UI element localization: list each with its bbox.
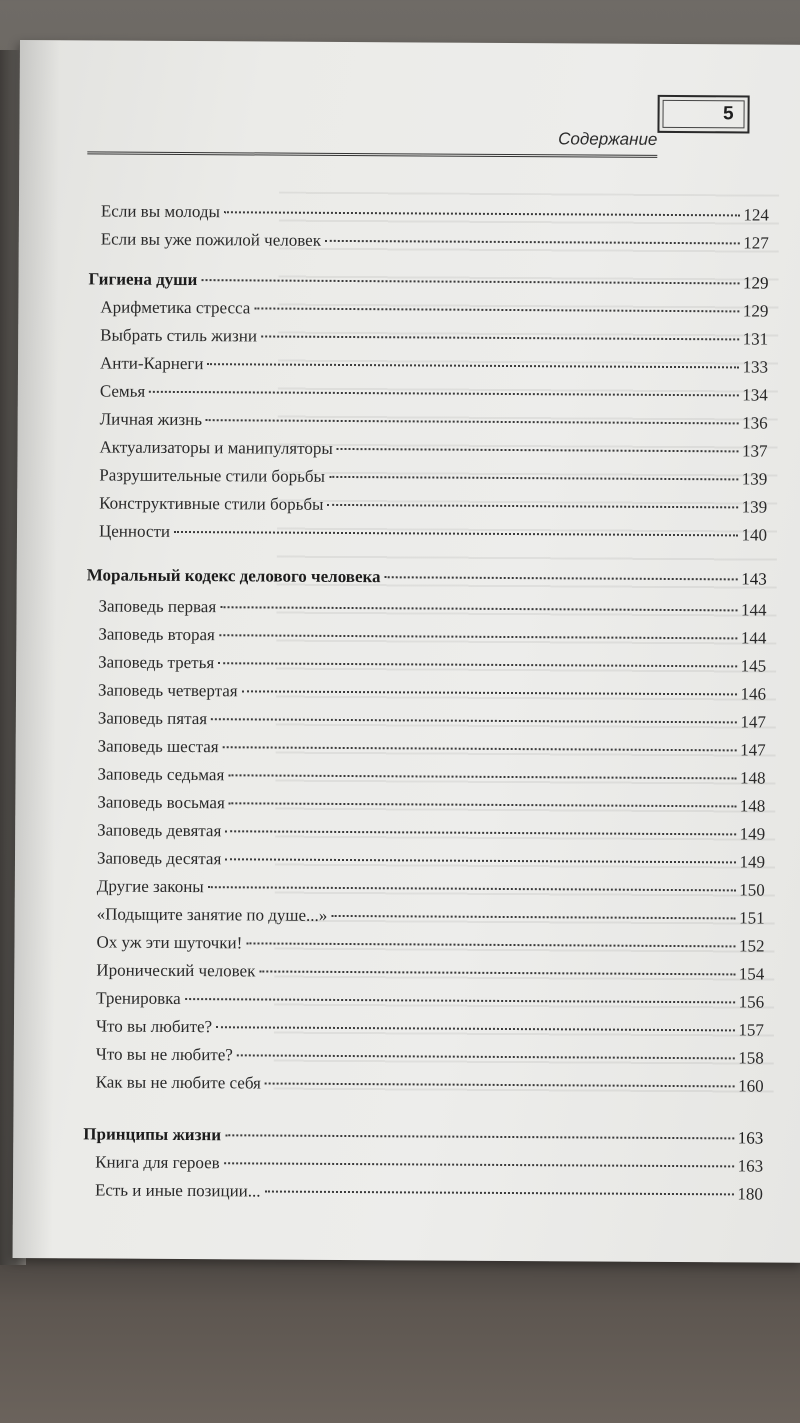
- toc-dot-leader: [246, 942, 735, 947]
- toc-dot-leader: [242, 690, 737, 695]
- toc-dot-leader: [337, 448, 738, 452]
- table-surface: [0, 1253, 800, 1423]
- toc-entry-label: Гигиена души: [88, 269, 198, 290]
- toc-entry-label: Другие законы: [96, 876, 204, 897]
- toc-entry: [84, 1016, 764, 1044]
- toc-entry-label: Заповедь вторая: [98, 624, 215, 645]
- toc-entry-label: Заповедь девятая: [97, 820, 222, 841]
- toc-entry: [86, 736, 766, 764]
- toc-entry-label: Ох уж эти шуточки!: [96, 932, 243, 953]
- toc-entry-label: Заповедь третья: [98, 652, 215, 673]
- toc-entry-label: Разрушительные стили борьбы: [99, 465, 325, 486]
- toc-entry-page: 137: [741, 441, 768, 461]
- toc-entry-label: Есть и иные позиции...: [94, 1180, 261, 1201]
- toc-dot-leader: [208, 886, 736, 891]
- toc-entry: [87, 465, 767, 493]
- toc-dot-leader: [225, 858, 735, 863]
- toc-entry-page: 154: [738, 964, 765, 984]
- toc-dot-leader: [331, 915, 735, 919]
- toc-entry-label: Выбрать стиль жизни: [100, 325, 258, 346]
- toc-entry-label: Конструктивные стили борьбы: [99, 493, 324, 514]
- toc-entry: [84, 932, 764, 960]
- toc-entry-label: Семья: [99, 381, 146, 401]
- toc-section-entry: [83, 1124, 763, 1152]
- toc-dot-leader: [224, 211, 739, 216]
- toc-entry-label: Ценности: [98, 521, 171, 541]
- toc-entry: [85, 848, 765, 876]
- toc-dot-leader: [216, 1026, 734, 1031]
- toc-entry: [87, 493, 767, 521]
- toc-dot-leader: [229, 802, 736, 807]
- toc-dot-leader: [265, 1083, 734, 1088]
- header-rule: [87, 151, 657, 157]
- toc-dot-leader: [225, 830, 735, 835]
- toc-dot-leader: [223, 746, 737, 751]
- toc-entry-page: 152: [738, 936, 765, 956]
- toc-dot-leader: [265, 1191, 734, 1196]
- toc-entry-page: 146: [740, 684, 767, 704]
- toc-entry: [84, 960, 764, 988]
- running-header: [87, 126, 657, 149]
- toc-entry-page: 180: [737, 1184, 764, 1204]
- toc-entry-page: 134: [742, 385, 768, 405]
- toc-entry-label: Принципы жизни: [83, 1124, 222, 1145]
- toc-dot-leader: [225, 1134, 734, 1139]
- toc-dot-leader: [385, 576, 738, 580]
- toc-entry: [87, 437, 767, 465]
- toc-entry-label: Анти-Карнеги: [99, 353, 204, 374]
- toc-entry-label: Если вы молоды: [100, 201, 221, 222]
- toc-dot-leader: [201, 279, 739, 284]
- toc-entry-label: Актуализаторы и манипуляторы: [99, 437, 333, 458]
- toc-entry-label: Заповедь пятая: [97, 708, 208, 729]
- toc-entry-page: 140: [741, 525, 768, 545]
- toc-entry-page: 143: [741, 569, 767, 589]
- toc-entry: [85, 904, 765, 932]
- toc-entry-page: 144: [740, 600, 767, 620]
- toc-dot-leader: [219, 634, 737, 639]
- toc-entry-page: 150: [739, 880, 765, 900]
- toc-dot-leader: [185, 998, 735, 1003]
- toc-entry-label: Тренировка: [96, 988, 181, 1008]
- table-of-contents: [83, 156, 770, 1204]
- toc-dot-leader: [218, 662, 736, 667]
- toc-entry-label: Моральный кодекс делового человека: [86, 565, 381, 587]
- toc-entry-label: Заповедь первая: [98, 596, 217, 617]
- toc-entry-label: Если вы уже пожилой человек: [100, 229, 322, 250]
- toc-entry-page: 163: [737, 1156, 764, 1176]
- toc-entry-label: Как вы не любите себя: [95, 1072, 261, 1093]
- toc-entry-page: 156: [738, 992, 765, 1012]
- toc-entry: [86, 596, 766, 624]
- toc-dot-leader: [329, 476, 738, 480]
- toc-entry: [84, 1044, 764, 1072]
- toc-dot-leader: [207, 363, 738, 368]
- toc-entry-label: Заповедь четвертая: [97, 680, 238, 701]
- toc-entry-label: Заповедь седьмая: [97, 764, 225, 785]
- toc-entry: [83, 1152, 763, 1180]
- toc-entry-page: 149: [739, 852, 766, 872]
- toc-entry-page: 148: [739, 796, 766, 816]
- toc-entry: [86, 708, 766, 736]
- book-page: [13, 40, 800, 1263]
- toc-entry-page: 149: [739, 824, 766, 844]
- toc-entry: [85, 792, 765, 820]
- toc-entry: [86, 624, 766, 652]
- toc-entry-page: 129: [742, 273, 769, 293]
- toc-entry-page: 139: [741, 497, 768, 517]
- toc-entry-page: 145: [740, 656, 767, 676]
- toc-entry-label: Заповедь шестая: [97, 736, 219, 757]
- toc-entry-page: 147: [740, 712, 766, 732]
- toc-entry-page: 124: [743, 205, 770, 225]
- toc-dot-leader: [261, 335, 739, 340]
- toc-entry: [89, 201, 769, 229]
- toc-entry-page: 144: [740, 628, 767, 648]
- toc-entry-label: Иронический человек: [96, 960, 256, 981]
- toc-entry-page: 131: [742, 329, 769, 349]
- toc-entry-page: 133: [742, 357, 769, 377]
- toc-entry-page: 129: [742, 301, 769, 321]
- toc-entry: [88, 325, 768, 353]
- toc-entry-label: Что вы не любите?: [95, 1044, 233, 1065]
- toc-entry-page: 160: [738, 1076, 764, 1096]
- toc-dot-leader: [328, 504, 738, 509]
- toc-dot-leader: [149, 391, 738, 397]
- toc-entry-page: 139: [741, 469, 768, 489]
- toc-entry-label: Арифметика стресса: [100, 297, 251, 318]
- toc-entry: [89, 229, 769, 257]
- toc-entry-label: «Подыщите занятие по душе...»: [96, 904, 328, 925]
- toc-entry-label: Книга для героев: [95, 1152, 220, 1173]
- toc-dot-leader: [224, 1162, 734, 1167]
- toc-entry-page: 157: [738, 1020, 765, 1040]
- running-header-title: Содержание: [558, 129, 658, 149]
- toc-entry-page: 158: [738, 1048, 764, 1068]
- toc-entry-page: 136: [742, 413, 768, 433]
- toc-dot-leader: [228, 774, 736, 779]
- toc-entry: [85, 764, 765, 792]
- toc-entry: [85, 820, 765, 848]
- toc-entry: [84, 1072, 764, 1100]
- toc-entry: [88, 297, 768, 325]
- toc-dot-leader: [174, 531, 737, 536]
- toc-entry: [87, 521, 767, 549]
- toc-entry-page: 148: [739, 768, 766, 788]
- toc-entry-label: Личная жизнь: [99, 409, 203, 430]
- toc-entry: [83, 1180, 763, 1208]
- toc-entry: [84, 988, 764, 1016]
- toc-entry: [88, 409, 768, 437]
- toc-dot-leader: [237, 1054, 734, 1059]
- toc-dot-leader: [325, 240, 739, 245]
- toc-entry-page: 127: [743, 233, 769, 253]
- toc-entry-label: Заповедь десятая: [96, 848, 222, 869]
- toc-entry-label: Что вы любите?: [95, 1016, 213, 1037]
- toc-entry: [86, 680, 766, 708]
- toc-entry-page: 151: [739, 908, 765, 928]
- toc-entry: [85, 876, 765, 904]
- page-number: 5: [722, 103, 734, 125]
- toc-dot-leader: [211, 718, 736, 723]
- page-number-box: [657, 95, 749, 134]
- toc-entry: [88, 381, 768, 409]
- toc-dot-leader: [259, 970, 734, 975]
- toc-dot-leader: [220, 606, 737, 611]
- toc-section-entry: [88, 269, 768, 297]
- toc-entry: [86, 652, 766, 680]
- page-gutter-shadow: [13, 40, 60, 1258]
- toc-dot-leader: [206, 419, 738, 424]
- toc-entry: [88, 353, 768, 381]
- toc-section-entry: [87, 565, 767, 593]
- toc-entry-page: 163: [737, 1128, 764, 1148]
- toc-dot-leader: [254, 307, 738, 312]
- toc-entry-label: Заповедь восьмая: [97, 792, 225, 813]
- toc-entry-page: 147: [740, 740, 766, 760]
